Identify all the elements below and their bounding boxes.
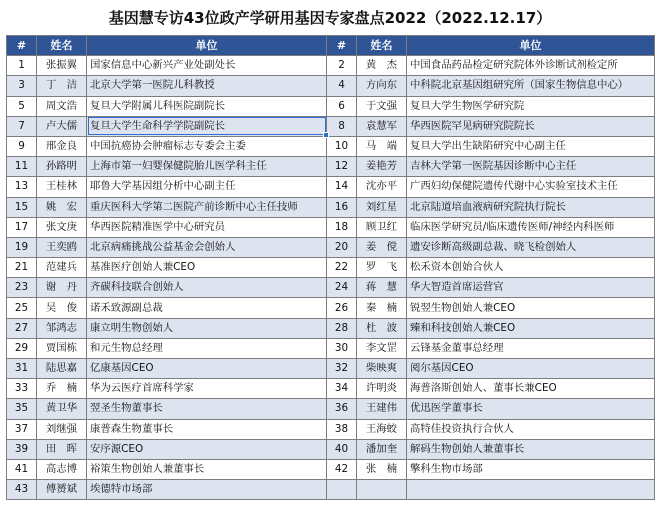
cell-num[interactable]: 2 [327,56,357,76]
cell-unit[interactable]: 中国抗癌协会肿瘤标志专委会主委 [87,136,327,156]
table-row [7,258,655,278]
cell-num[interactable]: 33 [7,379,37,399]
cell-unit[interactable]: 海普洛斯创始人、董事长兼CEO [407,379,655,399]
cell-num[interactable]: 5 [7,96,37,116]
fill-handle[interactable] [323,132,329,138]
header-name-left: 姓名 [37,36,87,56]
cell-num[interactable]: 8 [327,116,357,136]
table-row [7,177,655,197]
cell-unit[interactable]: 翌圣生物董事长 [87,399,327,419]
cell-unit[interactable]: 安序源CEO [87,439,327,459]
header-num-right: # [327,36,357,56]
table-row [7,359,655,379]
cell-name[interactable]: 丁 洁 [37,76,87,96]
cell-name[interactable]: 袁慧军 [357,116,407,136]
cell-num[interactable]: 24 [327,278,357,298]
cell-name[interactable]: 秦 楠 [357,298,407,318]
cell-unit[interactable]: 上海市第一妇婴保健院胎儿医学科主任 [87,157,327,177]
cell-name[interactable]: 马 端 [357,136,407,156]
cell-unit[interactable]: 北京大学第一医院儿科教授 [87,76,327,96]
cell-unit[interactable]: 高特佳投资执行合伙人 [407,419,655,439]
cell-unit[interactable] [407,480,655,500]
header-name-right: 姓名 [357,36,407,56]
cell-num[interactable]: 37 [7,419,37,439]
cell-unit[interactable]: 复旦大学出生缺陷研究中心副主任 [407,136,655,156]
cell-unit[interactable]: 国家信息中心新兴产业处副处长 [87,56,327,76]
cell-name[interactable]: 张振翼 [37,56,87,76]
header-unit-left: 单位 [87,36,327,56]
cell-name[interactable]: 罗 飞 [357,258,407,278]
cell-num[interactable]: 23 [7,278,37,298]
cell-num[interactable]: 35 [7,399,37,419]
cell-name[interactable]: 于文强 [357,96,407,116]
cell-unit[interactable]: 康立明生物创始人 [87,318,327,338]
table-row [7,338,655,358]
cell-unit[interactable]: 北京陆道培血液病研究院执行院长 [407,197,655,217]
cell-unit[interactable]: 云锋基金董事总经理 [407,338,655,358]
table-row [7,419,655,439]
cell-num[interactable]: 36 [327,399,357,419]
table-row [7,480,655,500]
cell-num[interactable]: 16 [327,197,357,217]
cell-num[interactable]: 34 [327,379,357,399]
cell-num[interactable]: 11 [7,157,37,177]
cell-num[interactable]: 29 [7,338,37,358]
cell-unit[interactable]: 遗安诊断高级副总裁、晓飞检创始人 [407,237,655,257]
table-body [7,56,655,500]
cell-name[interactable]: 傅赟斌 [37,480,87,500]
cell-unit[interactable]: 诺禾致源副总裁 [87,298,327,318]
cell-unit[interactable]: 复旦大学附属儿科医院副院长 [87,96,327,116]
cell-num[interactable]: 3 [7,76,37,96]
cell-name[interactable]: 乔 楠 [37,379,87,399]
expert-table [6,35,655,500]
cell-unit[interactable]: 中科院北京基因组研究所（国家生物信息中心） [407,76,655,96]
cell-name[interactable] [357,480,407,500]
cell-num[interactable]: 17 [7,217,37,237]
cell-unit[interactable]: 广西妇幼保健院遗传代谢中心实验室技术主任 [407,177,655,197]
cell-name[interactable]: 吴 俊 [37,298,87,318]
cell-name[interactable]: 刘红星 [357,197,407,217]
cell-num[interactable]: 30 [327,338,357,358]
cell-unit[interactable]: 锐翌生物创始人兼CEO [407,298,655,318]
cell-unit[interactable]: 复旦大学生物医学研究院 [407,96,655,116]
cell-num[interactable]: 41 [7,459,37,479]
cell-name[interactable]: 潘加奎 [357,439,407,459]
cell-name[interactable]: 王建伟 [357,399,407,419]
cell-num[interactable]: 10 [327,136,357,156]
cell-unit[interactable]: 优迅医学董事长 [407,399,655,419]
cell-num[interactable]: 13 [7,177,37,197]
header-num-left: # [7,36,37,56]
cell-unit[interactable]: 松禾资本创始合伙人 [407,258,655,278]
table-row [7,278,655,298]
cell-name[interactable]: 黄 杰 [357,56,407,76]
cell-unit[interactable]: 擎科生物市场部 [407,459,655,479]
cell-num[interactable]: 20 [327,237,357,257]
cell-name[interactable]: 高志博 [37,459,87,479]
table-row [7,197,655,217]
table-header-row [7,36,655,56]
cell-name[interactable]: 沈亦平 [357,177,407,197]
cell-num[interactable]: 26 [327,298,357,318]
header-unit-right: 单位 [407,36,655,56]
table-row [7,237,655,257]
cell-name[interactable]: 张文庚 [37,217,87,237]
cell-unit[interactable]: 裕策生物创始人兼董事长 [87,459,327,479]
cell-name[interactable]: 卢大儒 [37,116,87,136]
cell-num[interactable]: 42 [327,459,357,479]
cell-name[interactable]: 蒋 慧 [357,278,407,298]
cell-num[interactable] [327,480,357,500]
cell-name[interactable]: 田 晖 [37,439,87,459]
cell-unit[interactable]: 亿康基因CEO [87,359,327,379]
table-row [7,116,655,136]
table-row [7,379,655,399]
cell-num[interactable]: 40 [327,439,357,459]
cell-unit[interactable]: 解码生物创始人兼董事长 [407,439,655,459]
cell-unit[interactable]: 吉林大学第一医院基因诊断中心主任 [407,157,655,177]
cell-name[interactable]: 顾卫红 [357,217,407,237]
table-row [7,56,655,76]
cell-name[interactable]: 黄卫华 [37,399,87,419]
cell-num[interactable]: 22 [327,258,357,278]
cell-name[interactable]: 柴映爽 [357,359,407,379]
cell-unit[interactable]: 埃德特市场部 [87,480,327,500]
cell-name[interactable]: 王海蛟 [357,419,407,439]
cell-name[interactable]: 张 楠 [357,459,407,479]
cell-num[interactable]: 25 [7,298,37,318]
cell-name[interactable]: 方向东 [357,76,407,96]
selected-cell[interactable]: 复旦大学生命科学学院副院长 [87,116,327,136]
cell-name[interactable]: 邢金良 [37,136,87,156]
cell-name[interactable]: 刘继强 [37,419,87,439]
cell-num[interactable]: 15 [7,197,37,217]
cell-name[interactable]: 孙路明 [37,157,87,177]
cell-num[interactable]: 39 [7,439,37,459]
table-row [7,76,655,96]
cell-num[interactable]: 4 [327,76,357,96]
cell-unit[interactable]: 华为云医疗首席科学家 [87,379,327,399]
cell-name[interactable]: 姜 傥 [357,237,407,257]
cell-unit[interactable]: 臻和科技创始人兼CEO [407,318,655,338]
cell-unit[interactable]: 齐碳科技联合创始人 [87,278,327,298]
cell-num[interactable]: 32 [327,359,357,379]
table-row [7,96,655,116]
cell-unit[interactable]: 华西医院精准医学中心研究员 [87,217,327,237]
cell-name[interactable]: 陆思嘉 [37,359,87,379]
cell-unit[interactable]: 中国食品药品检定研究院体外诊断试剂检定所 [407,56,655,76]
table-row [7,439,655,459]
cell-name[interactable]: 李文罡 [357,338,407,358]
cell-num[interactable]: 18 [327,217,357,237]
cell-name[interactable]: 姚 宏 [37,197,87,217]
cell-num[interactable]: 14 [327,177,357,197]
cell-unit[interactable]: 基准医疗创始人兼CEO [87,258,327,278]
cell-name[interactable]: 周文浩 [37,96,87,116]
cell-name[interactable]: 杜 波 [357,318,407,338]
cell-unit[interactable]: 重庆医科大学第二医院产前诊断中心主任技师 [87,197,327,217]
page-title: 基因慧专访43位政产学研用基因专家盘点2022（2022.12.17） [108,8,552,27]
table-row [7,136,655,156]
cell-unit[interactable]: 康普森生物董事长 [87,419,327,439]
cell-name[interactable]: 谢 丹 [37,278,87,298]
table-row [7,157,655,177]
cell-name[interactable]: 王桂林 [37,177,87,197]
cell-unit[interactable]: 阅尔基因CEO [407,359,655,379]
cell-num[interactable]: 7 [7,116,37,136]
table-row [7,459,655,479]
cell-num[interactable]: 27 [7,318,37,338]
cell-unit[interactable]: 华西医院罕见病研究院院长 [407,116,655,136]
cell-num[interactable]: 28 [327,318,357,338]
cell-name[interactable]: 贾国栋 [37,338,87,358]
cell-unit[interactable]: 华大智造首席运营官 [407,278,655,298]
cell-num[interactable]: 1 [7,56,37,76]
cell-unit[interactable]: 临床医学研究员/临床遗传医师/神经内科医师 [407,217,655,237]
cell-num[interactable]: 21 [7,258,37,278]
cell-name[interactable]: 邹鸿志 [37,318,87,338]
cell-unit[interactable]: 北京病痛挑战公益基金会创始人 [87,237,327,257]
cell-num[interactable]: 9 [7,136,37,156]
cell-name[interactable]: 王奕鸥 [37,237,87,257]
cell-num[interactable]: 12 [327,157,357,177]
table-row [7,298,655,318]
cell-num[interactable]: 19 [7,237,37,257]
cell-name[interactable]: 范建兵 [37,258,87,278]
table-row [7,399,655,419]
table-row [7,318,655,338]
cell-name[interactable]: 许明炎 [357,379,407,399]
cell-unit[interactable]: 耶鲁大学基因组分析中心副主任 [87,177,327,197]
cell-num[interactable]: 43 [7,480,37,500]
table-row [7,217,655,237]
cell-name[interactable]: 姜艳芳 [357,157,407,177]
cell-num[interactable]: 6 [327,96,357,116]
cell-num[interactable]: 31 [7,359,37,379]
cell-num[interactable]: 38 [327,419,357,439]
cell-unit[interactable]: 和元生物总经理 [87,338,327,358]
